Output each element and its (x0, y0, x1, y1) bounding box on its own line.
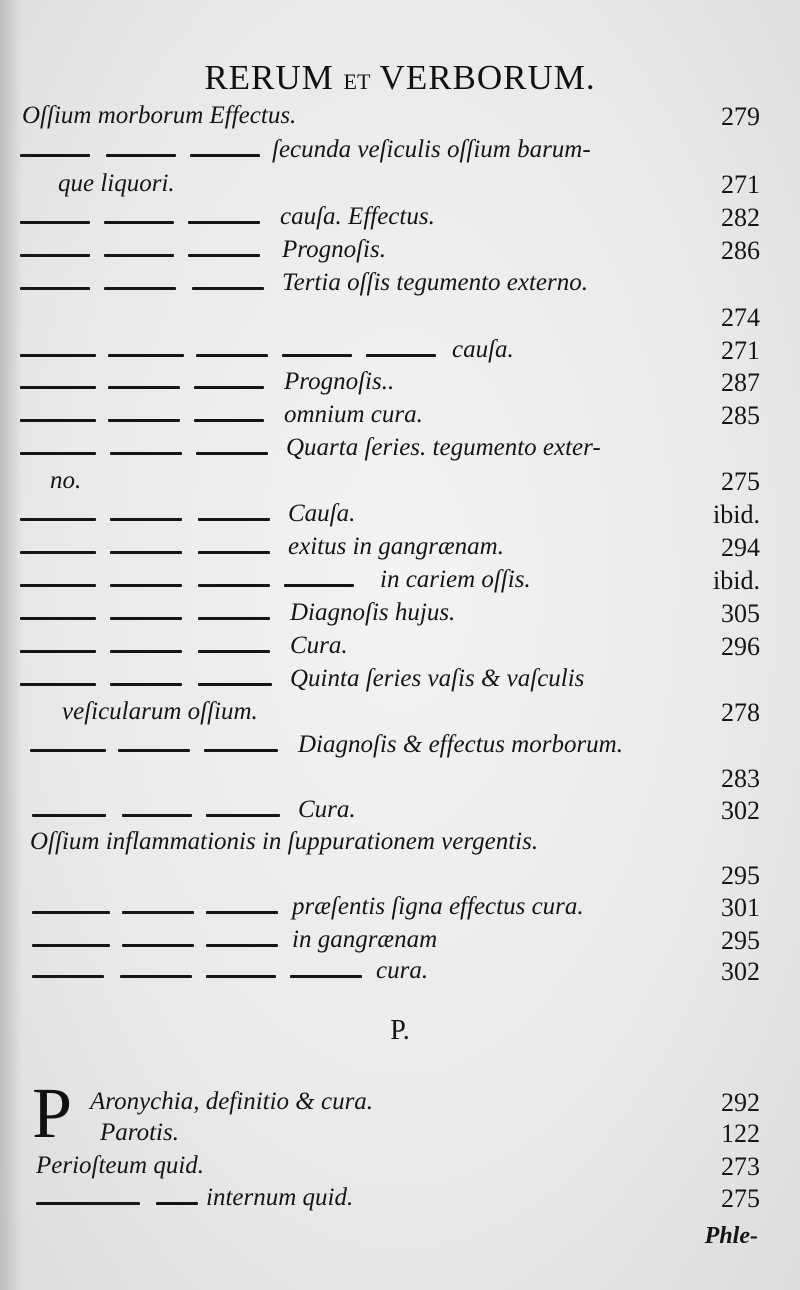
page-number: 275 (721, 1184, 760, 1213)
ditto-dash (204, 749, 278, 752)
catchword: Phle- (704, 1223, 758, 1249)
ditto-dash (284, 584, 354, 587)
entry-text: ſecunda veſiculis oſſium barum- (272, 136, 591, 163)
ditto-dash (110, 683, 182, 686)
ditto-dash (194, 419, 264, 422)
ditto-dash (20, 452, 96, 455)
ditto-dash (190, 154, 260, 157)
page-number: 273 (721, 1152, 760, 1181)
ditto-dash (20, 518, 96, 521)
ditto-dash (20, 617, 96, 620)
index-entry (0, 170, 800, 206)
ditto-dash (198, 518, 270, 521)
index-entry (0, 467, 800, 503)
entry-text: Cauſa. (288, 500, 356, 527)
page-number: 278 (721, 698, 760, 727)
entry-text: Prognoſis.. (284, 368, 395, 395)
index-entry (0, 828, 800, 864)
ditto-dash (104, 287, 176, 290)
ditto-dash (108, 354, 184, 357)
index-entry (0, 957, 800, 993)
ditto-dash (32, 911, 110, 914)
ditto-dash (192, 287, 264, 290)
page-number: 295 (721, 861, 760, 890)
index-entry (0, 533, 800, 569)
page-number: 286 (721, 236, 760, 265)
ditto-dash (20, 221, 90, 224)
ditto-dash (198, 617, 270, 620)
entry-text: omnium cura. (284, 401, 423, 428)
entry-text: Quinta ſeries vaſis & vaſculis (290, 665, 585, 692)
entry-text: in cariem oſſis. (380, 566, 531, 593)
ditto-dash (110, 617, 182, 620)
section-letter: P. (390, 1015, 410, 1046)
index-entry (0, 764, 800, 800)
ditto-dash (110, 551, 182, 554)
page-number: 122 (721, 1119, 760, 1148)
ditto-dash (20, 386, 96, 389)
ditto-dash (32, 975, 104, 978)
index-entry (0, 698, 800, 734)
ditto-dash (122, 944, 194, 947)
entry-text: Parotis. (100, 1119, 179, 1146)
index-entry (0, 632, 800, 668)
page-number: 283 (721, 764, 760, 793)
ditto-dash (20, 419, 96, 422)
page-number: 285 (721, 401, 760, 430)
index-entry (0, 1184, 800, 1220)
index-entry (0, 665, 800, 701)
page-number: 294 (721, 533, 760, 562)
entry-text: præſentis ſigna effectus cura. (292, 893, 584, 920)
index-entry (0, 796, 800, 832)
entry-text: Prognoſis. (282, 236, 386, 263)
header-word-rerum: RERUM (204, 58, 334, 97)
page-number: 296 (721, 632, 760, 661)
ditto-dash (32, 944, 110, 947)
ditto-dash (20, 287, 90, 290)
index-entry (0, 136, 800, 172)
index-entry (0, 731, 800, 767)
page-number: 302 (721, 957, 760, 986)
ditto-dash (366, 354, 436, 357)
index-entry (0, 368, 800, 404)
ditto-dash (118, 749, 190, 752)
ditto-dash (198, 584, 270, 587)
page-number: 305 (721, 599, 760, 628)
page-number: 275 (721, 467, 760, 496)
ditto-dash (36, 1202, 140, 1205)
entry-text: cauſa. Effectus. (280, 203, 435, 230)
ditto-dash (20, 650, 96, 653)
entry-text: cura. (376, 957, 429, 984)
index-entry (0, 203, 800, 239)
entry-text: cauſa. (452, 336, 514, 363)
page-number: 295 (721, 926, 760, 955)
page-number: 292 (721, 1088, 760, 1117)
entry-text: Cura. (290, 632, 348, 659)
entry-text: no. (50, 467, 82, 494)
entry-text: que liquori. (58, 170, 175, 197)
ditto-dash (108, 419, 180, 422)
index-entry (0, 434, 800, 470)
ditto-dash (156, 1202, 198, 1205)
ditto-dash (20, 154, 90, 157)
index-entry (0, 599, 800, 635)
ditto-dash (122, 814, 192, 817)
ditto-dash (198, 683, 272, 686)
entry-text: Diagnoſis hujus. (290, 599, 456, 626)
entry-text: Cura. (298, 796, 356, 823)
entry-text: Perioſteum quid. (36, 1152, 205, 1179)
ditto-dash (32, 814, 106, 817)
ditto-dash (20, 683, 96, 686)
index-entry (0, 566, 800, 602)
entry-text: veſicularum oſſium. (62, 698, 258, 725)
index-entry (0, 303, 800, 339)
ditto-dash (20, 254, 90, 257)
ditto-dash (206, 911, 278, 914)
ditto-dash (206, 944, 278, 947)
ditto-dash (110, 650, 182, 653)
page-number: 271 (721, 170, 760, 199)
header-word-et: ET (343, 69, 371, 94)
page-number: 301 (721, 893, 760, 922)
ditto-dash (188, 254, 260, 257)
ditto-dash (110, 452, 182, 455)
index-entry (0, 861, 800, 897)
page-number: ibid. (713, 566, 760, 595)
index-entry (0, 401, 800, 437)
entry-text: Aronychia, definitio & cura. (90, 1088, 374, 1115)
drop-cap-initial: P (32, 1073, 73, 1153)
ditto-dash (194, 386, 264, 389)
page-number: 282 (721, 203, 760, 232)
header-word-verborum: VERBORUM. (379, 58, 596, 97)
running-header (0, 58, 800, 98)
ditto-dash (196, 354, 268, 357)
index-entry (0, 1119, 800, 1155)
ditto-dash (206, 814, 280, 817)
page-number: 287 (721, 368, 760, 397)
ditto-dash (106, 154, 176, 157)
ditto-dash (198, 650, 270, 653)
ditto-dash (20, 354, 96, 357)
page-number: 279 (721, 102, 760, 131)
entry-text: Quarta ſeries. tegumento exter- (286, 434, 601, 461)
index-entry (0, 1152, 800, 1188)
entry-text: Diagnoſis & effectus morborum. (298, 731, 623, 758)
page-number: 271 (721, 336, 760, 365)
ditto-dash (104, 221, 174, 224)
ditto-dash (188, 221, 260, 224)
index-entry (0, 236, 800, 272)
entry-text: in gangrænam (292, 926, 438, 953)
ditto-dash (110, 584, 182, 587)
page-number: ibid. (713, 500, 760, 529)
entry-text: exitus in gangrænam. (288, 533, 504, 560)
entry-text: Oſſium inflammationis in ſuppurationem vergentis. (30, 828, 539, 855)
page-number: 274 (721, 303, 760, 332)
index-entry (0, 893, 800, 929)
index-entry (0, 102, 800, 138)
ditto-dash (108, 386, 180, 389)
ditto-dash (282, 354, 352, 357)
ditto-dash (290, 975, 362, 978)
ditto-dash (20, 551, 96, 554)
ditto-dash (198, 551, 270, 554)
ditto-dash (110, 518, 182, 521)
entry-text: Tertia oſſis tegumento externo. (282, 269, 588, 296)
ditto-dash (120, 975, 192, 978)
page-number: 302 (721, 796, 760, 825)
ditto-dash (206, 975, 276, 978)
ditto-dash (20, 584, 96, 587)
ditto-dash (122, 911, 194, 914)
index-entry (0, 269, 800, 305)
entry-text: Oſſium morborum Effectus. (22, 102, 297, 129)
entry-text: internum quid. (206, 1184, 354, 1211)
index-entry (0, 500, 800, 536)
ditto-dash (30, 749, 106, 752)
ditto-dash (104, 254, 174, 257)
index-entry (0, 336, 800, 372)
ditto-dash (196, 452, 268, 455)
